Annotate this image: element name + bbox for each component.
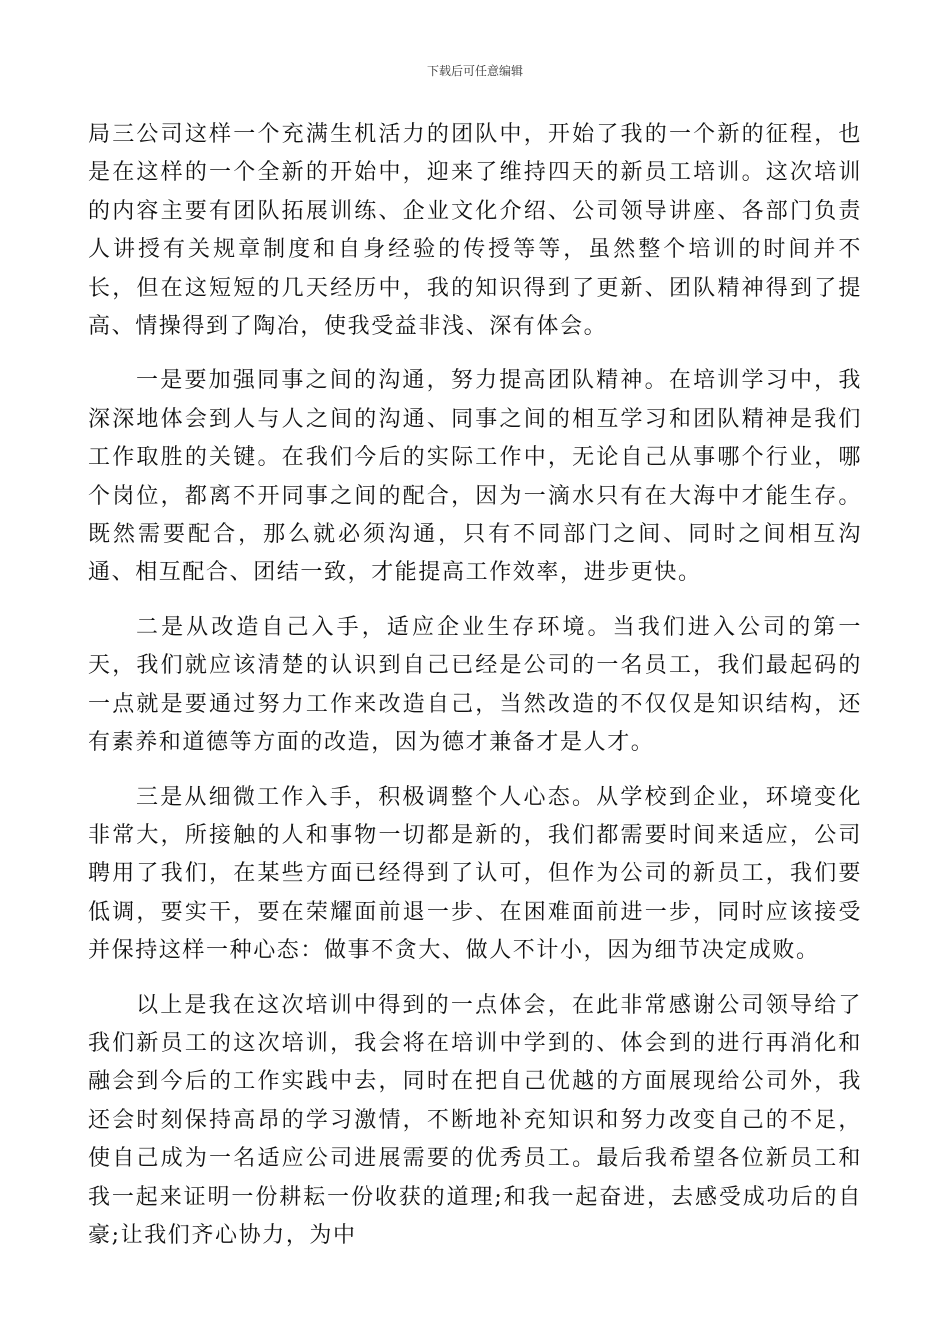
paragraph-attitude: 三是从细微工作入手，积极调整个人心态。从学校到企业，环境变化非常大，所接触的人和事物一切都是新的，我们都需要时间来适应，公司聘用了我们，在某些方面已经得到了认可，但作为公司的新员工，我们要低调，要实干，要在荣耀面前退一步、在困难面前进一步，同时应该接受并保持这样一种心态：做事不贪大、做人不计小，因为细节决定成败。 <box>88 784 862 964</box>
paragraph-communication: 一是要加强同事之间的沟通，努力提高团队精神。在培训学习中，我深深地体会到人与人之间的沟通、同事之间的相互学习和团队精神是我们工作取胜的关键。在我们今后的实际工作中，无论自己从事哪个行业，哪个岗位，都离不开同事之间的配合，因为一滴水只有在大海中才能生存。既然需要配合，那么就必须沟通，只有不同部门之间、同时之间相互沟通、相互配合、团结一致，才能提高工作效率，进步更快。 <box>88 368 862 586</box>
document-body <box>88 116 862 1271</box>
page-header-note: 下载后可任意编辑 <box>426 64 523 78</box>
paragraph-conclusion: 以上是我在这次培训中得到的一点体会，在此非常感谢公司领导给了我们新员工的这次培训，我会将在培训中学到的、体会到的进行再消化和融会到今后的工作实践中去，同时在把自己优越的方面展现给公司外，我还会时刻保持高昂的学习激情，不断地补充知识和努力改变自己的不足，使自己成为一名适应公司进展需要的优秀员工。最后我希望各位新员工和我一起来证明一份耕耘一份收获的道理;和我一起奋进，去感受成功后的自豪;让我们齐心协力，为中 <box>88 992 862 1248</box>
paragraph-self-improvement: 二是从改造自己入手，适应企业生存环境。当我们进入公司的第一天，我们就应该清楚的认识到自己已经是公司的一名员工，我们最起码的一点就是要通过努力工作来改造自己，当然改造的不仅仅是知识结构，还有素养和道德等方面的改造，因为德才兼备才是人才。 <box>88 614 862 756</box>
paragraph-intro: 局三公司这样一个充满生机活力的团队中，开始了我的一个新的征程，也是在这样的一个全新的开始中，迎来了维持四天的新员工培训。这次培训的内容主要有团队拓展训练、企业文化介绍、公司领导讲座、各部门负责人讲授有关规章制度和自身经验的传授等等，虽然整个培训的时间并不长，但在这短短的几天经历中，我的知识得到了更新、团队精神得到了提高、情操得到了陶冶，使我受益非浅、深有体会。 <box>88 122 862 340</box>
